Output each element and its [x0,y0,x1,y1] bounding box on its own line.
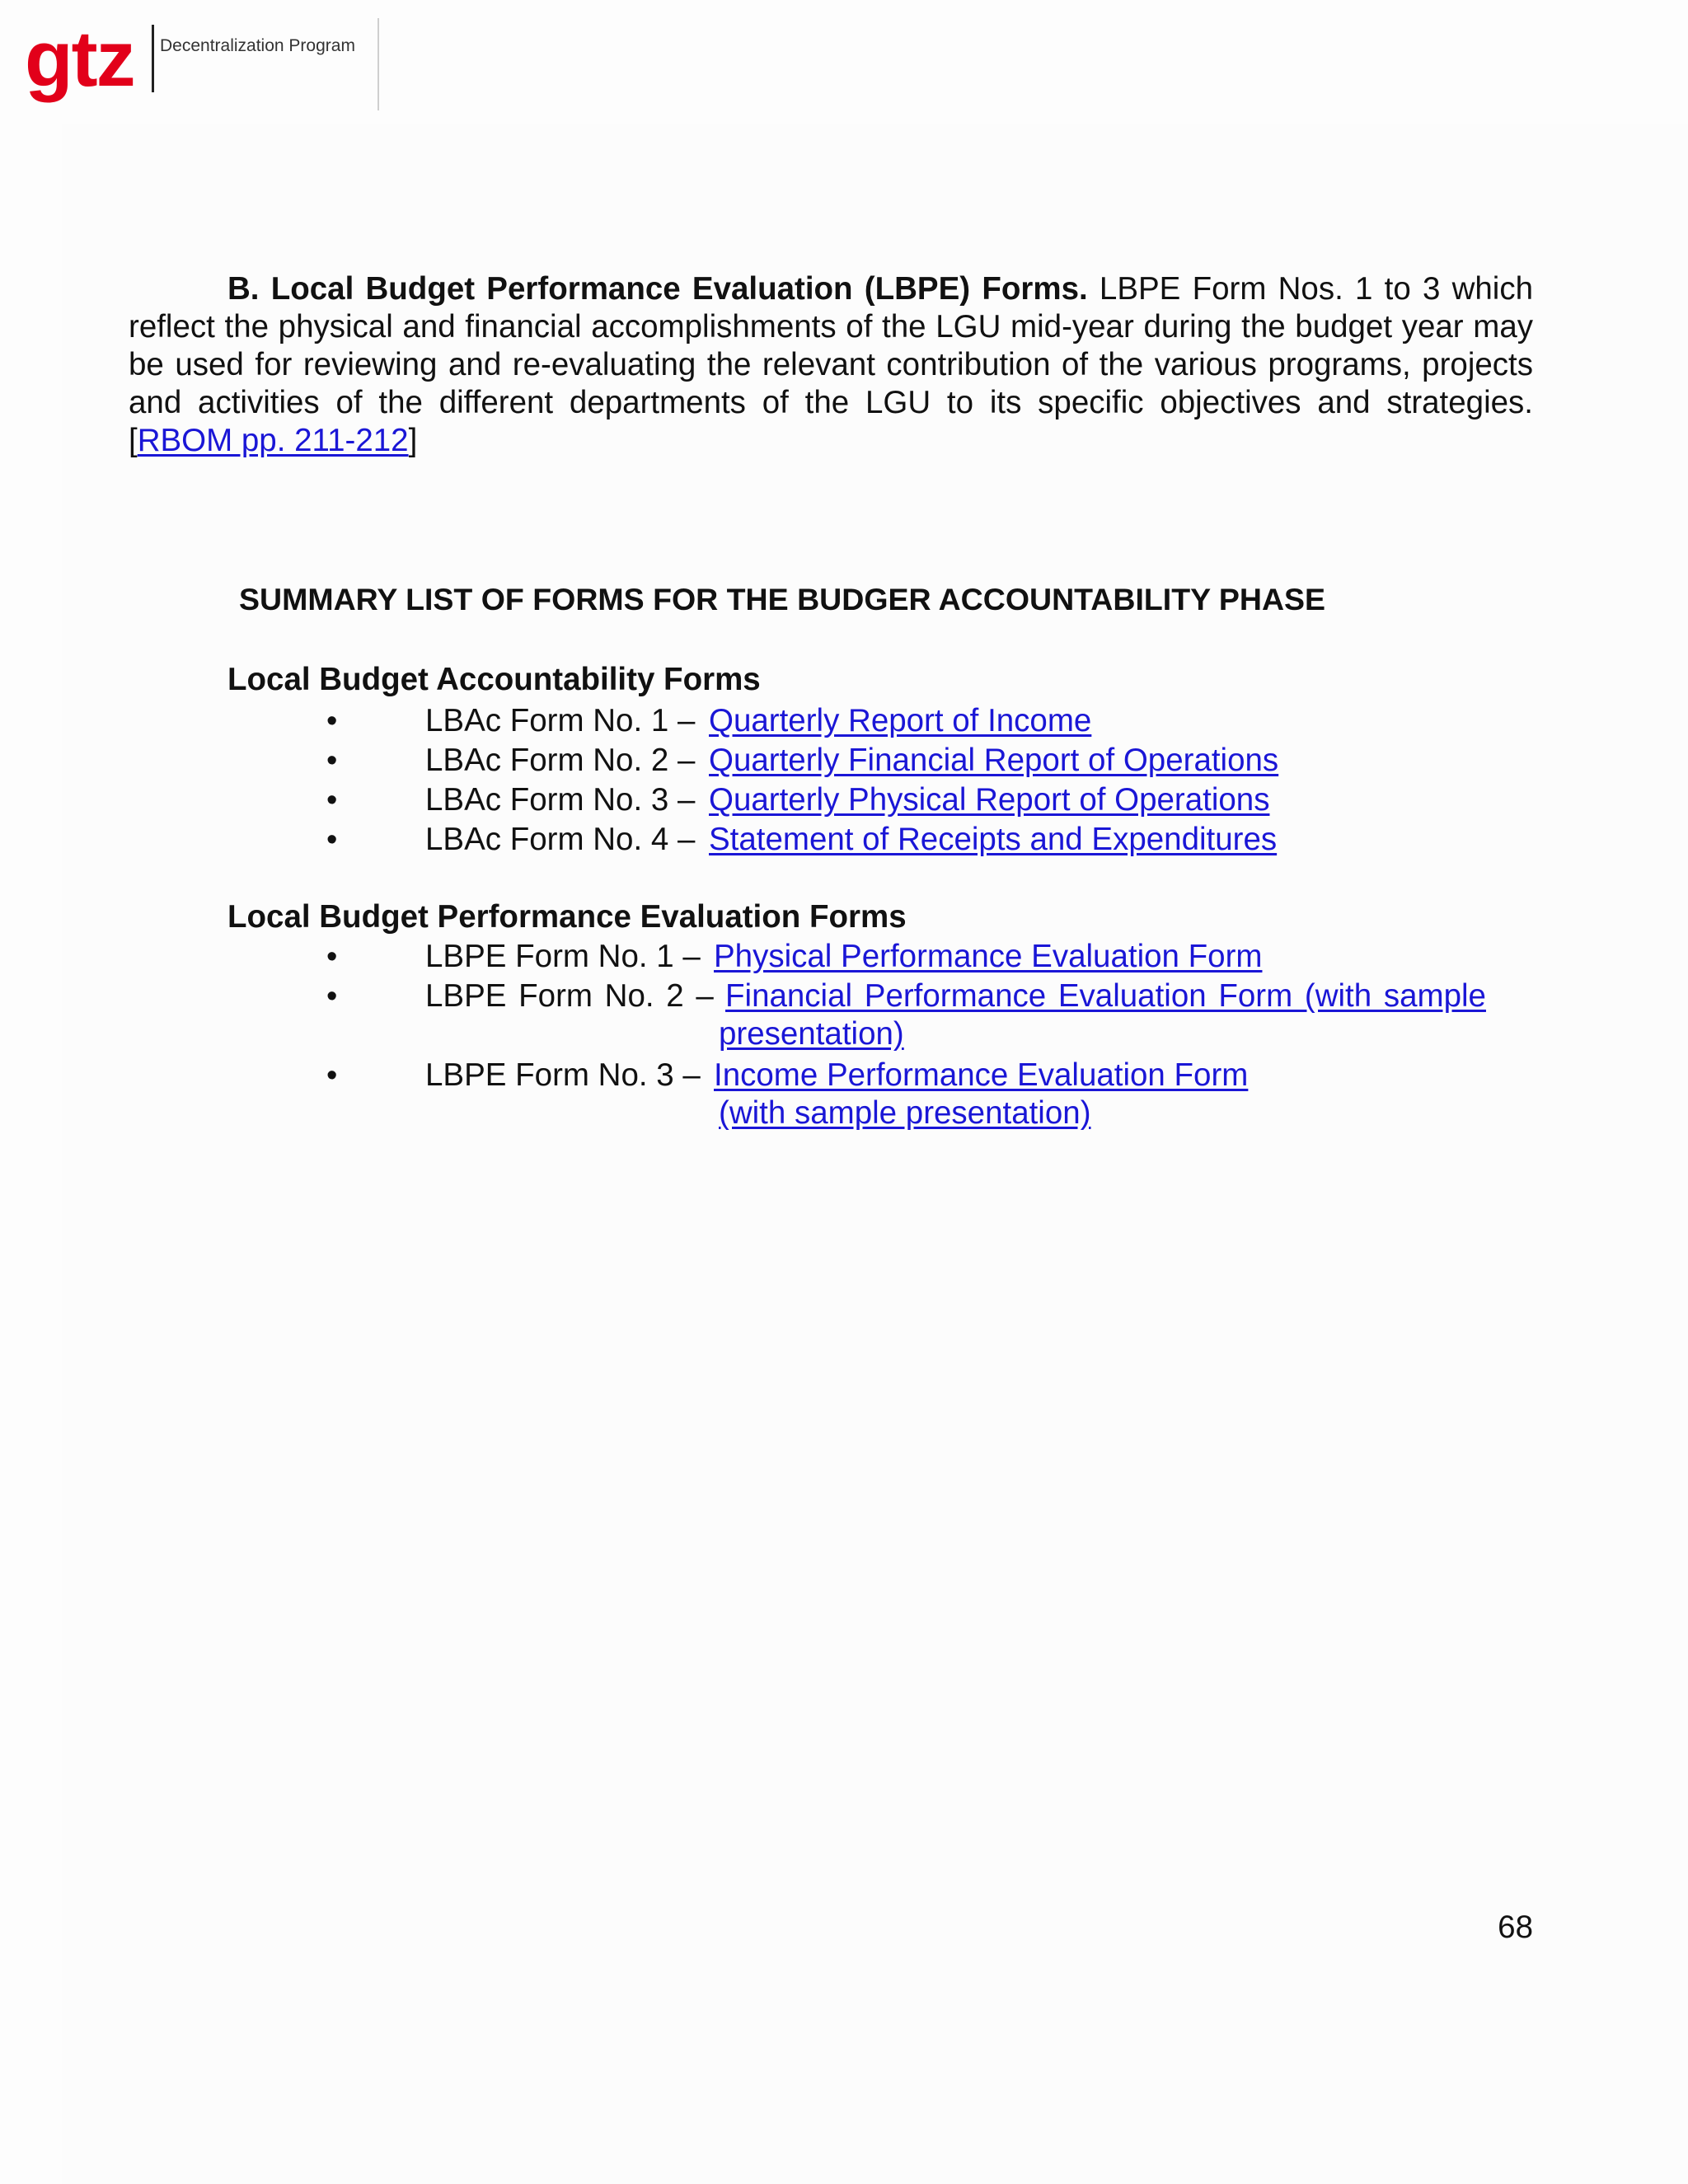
list-item [0,1057,1688,1098]
list-item [0,821,1688,862]
intro-text: LBPE Form Nos. 1 to 3 which reflect the physical and financial accomplishments of the LGU mid-year during the budget year may be used for reviewing and re-evaluating the relevant contribution of the various programs, projects and activities of the different departments of the LGU to its specific objectives and strategies. [ [129,271,1534,458]
form-label: LBPE Form No. 3 – [425,1057,701,1093]
logo-program-name: Decentralization Program [160,36,355,55]
accountability-heading: Local Budget Accountability Forms [227,662,761,697]
form-label: LBAc Form No. 1 – [425,703,696,738]
bullet: • [326,979,338,1014]
page-number: 68 [1498,1910,1533,1945]
list-item [0,938,1688,979]
form-link-financial-performance-evaluation[interactable]: Financial Performance Evaluation Form (with sample [725,978,1486,1014]
form-link-physical-performance-evaluation[interactable]: Physical Performance Evaluation Form [714,939,1263,974]
logo-mark: gtz [25,15,134,103]
summary-title: SUMMARY LIST OF FORMS FOR THE BUDGER ACCOUNTABILITY PHASE [239,582,1326,616]
form-label: LBPE Form No. 2 – [425,978,714,1014]
form-link-quarterly-financial-report[interactable]: Quarterly Financial Report of Operations [709,743,1279,778]
form-label: LBAc Form No. 4 – [425,822,696,857]
evaluation-heading: Local Budget Performance Evaluation Forms [227,899,907,935]
list-item [0,977,1688,1019]
header-divider [377,18,379,110]
bullet: • [326,783,338,818]
form-label: LBAc Form No. 3 – [425,782,696,818]
form-link-quarterly-physical-report[interactable]: Quarterly Physical Report of Operations [709,782,1270,818]
bullet: • [326,1058,338,1093]
bullet: • [326,823,338,857]
form-link-income-performance-evaluation[interactable]: Income Performance Evaluation Form [714,1057,1249,1093]
rbom-reference-link[interactable]: RBOM pp. 211-212 [137,423,409,458]
list-item [0,781,1688,823]
form-link-quarterly-report-of-income[interactable]: Quarterly Report of Income [709,703,1092,738]
form-label: LBAc Form No. 2 – [425,743,696,778]
intro-lead: B. Local Budget Performance Evaluation (LBPE) Forms. [227,271,1088,307]
list-item [0,702,1688,743]
form-label: LBPE Form No. 1 – [425,939,701,974]
intro-paragraph [129,270,1533,460]
list-item [0,742,1688,783]
intro-closing: ] [408,423,418,458]
bullet: • [326,940,338,974]
bullet: • [326,704,338,738]
bullet: • [326,743,338,778]
form-link-income-performance-evaluation-cont[interactable]: (with sample presentation) [719,1095,1091,1131]
form-link-financial-performance-evaluation-cont[interactable]: presentation) [719,1016,904,1052]
form-link-statement-of-receipts[interactable]: Statement of Receipts and Expenditures [709,822,1278,857]
logo-rule [152,25,154,92]
